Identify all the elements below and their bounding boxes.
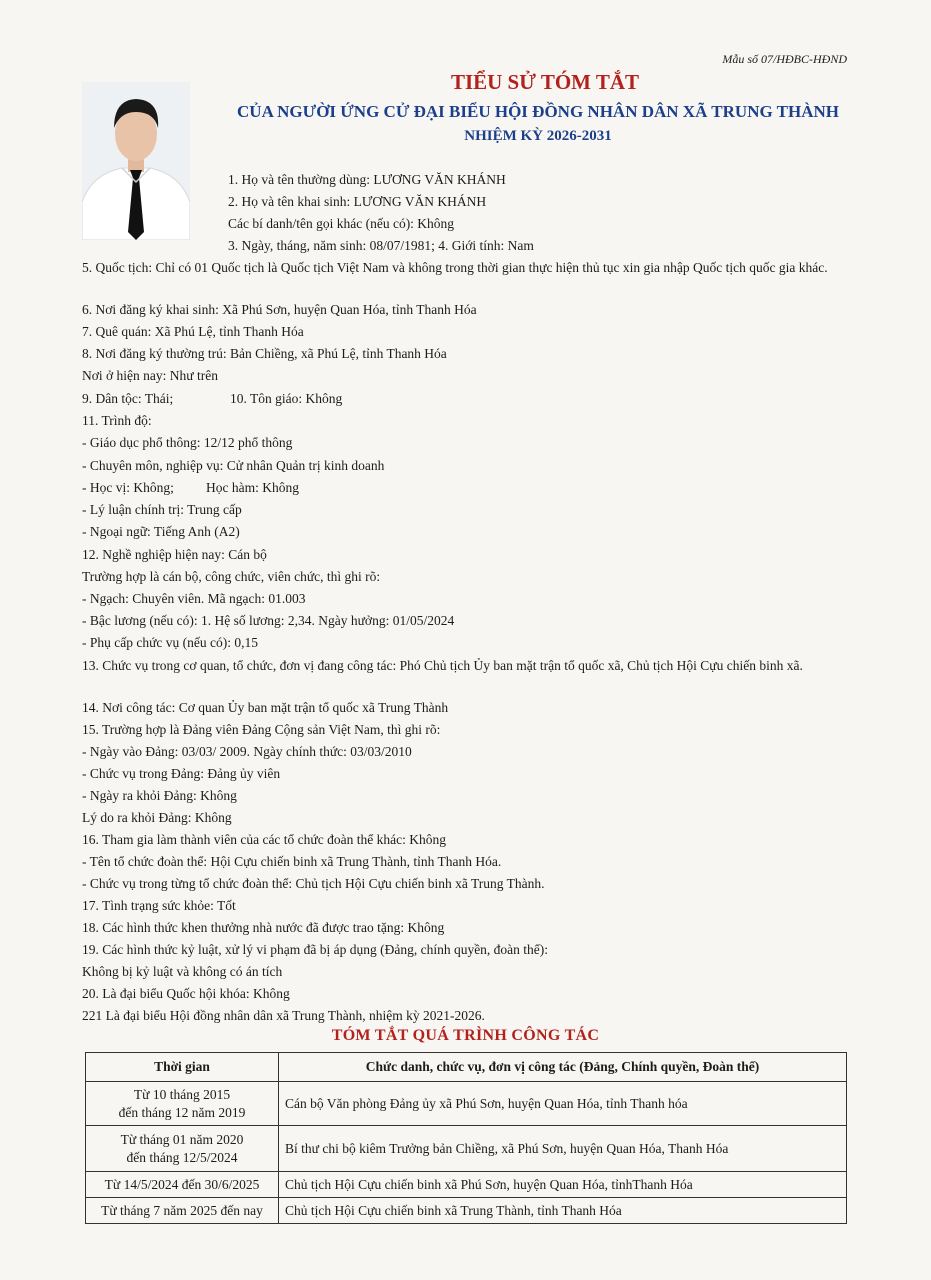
field-education-heading: 11. Trình độ: [82,413,152,428]
field-organization-position: - Chức vụ trong từng tổ chức đoàn thể: Chủ tịch Hội Cựu chiến binh xã Trung Thành. [82,876,545,891]
field-position: 13. Chức vụ trong cơ quan, tổ chức, đơn vị đang công tác: Phó Chủ tịch Ủy ban mặt trận tổ quốc xã, Chủ tịch Hội Cựu chiến binh xã. [82,658,803,673]
work-history-table [85,1052,847,1224]
field-common-name: 1. Họ và tên thường dùng: LƯƠNG VĂN KHÁNH [228,172,506,187]
field-rank: - Ngạch: Chuyên viên. Mã ngạch: 01.003 [82,591,306,606]
field-awards: 18. Các hình thức khen thưởng nhà nước đã được trao tặng: Không [82,920,445,935]
field-aliases: Các bí danh/tên gọi khác (nếu có): Không [228,216,455,231]
row-time [86,1126,279,1172]
table-row [86,1198,847,1224]
row-time-line: Từ 10 tháng 2015 [133,1086,231,1102]
field-discipline: 19. Các hình thức kỷ luật, xử lý vi phạm đã bị áp dụng (Đảng, chính quyền, đoàn thể): [82,942,549,957]
field-political-theory: - Lý luận chính trị: Trung cấp [82,502,242,517]
field-religion: 10. Tôn giáo: Không [230,391,343,406]
row-time-line: Từ tháng 7 năm 2025 đến nay [101,1202,263,1218]
document-title: TIỂU SỬ TÓM TẮT [450,70,640,94]
field-salary: - Bậc lương (nếu có): 1. Hệ số lương: 2,34. Ngày hưởng: 01/05/2024 [82,613,455,628]
field-health: 17. Tình trạng sức khỏe: Tốt [82,898,236,913]
table-row [86,1082,847,1126]
document-term: NHIỆM KỲ 2026-2031 [464,128,612,144]
field-party-member: 15. Trường hợp là Đảng viên Đảng Cộng sản Việt Nam, thì ghi rõ: [82,722,441,737]
row-time-line: Từ tháng 01 năm 2020 [120,1131,244,1147]
header-time: Thời gian [86,1053,279,1082]
field-nationality: 5. Quốc tịch: Chỉ có 01 Quốc tịch là Quốc tịch Việt Nam và không trong thời gian thực hiện thủ tục xin gia nhập Quốc tịch quốc gia khác. [82,260,828,275]
row-description: Chủ tịch Hội Cựu chiến binh xã Phú Sơn, huyện Quan Hóa, tỉnhThanh Hóa [279,1172,847,1198]
field-party-exit-reason: Lý do ra khỏi Đảng: Không [82,810,232,825]
field-hometown: 7. Quê quán: Xã Phú Lệ, tỉnh Thanh Hóa [82,324,304,339]
portrait-photo [82,82,190,240]
field-organizations: 16. Tham gia làm thành viên của các tổ chức đoàn thể khác: Không [82,832,446,847]
row-description: Chủ tịch Hội Cựu chiến binh xã Trung Thành, tỉnh Thanh Hóa [279,1198,847,1224]
table-header-row [86,1053,847,1082]
field-birth-name: 2. Họ và tên khai sinh: LƯƠNG VĂN KHÁNH [228,194,487,209]
field-general-education: - Giáo dục phổ thông: 12/12 phổ thông [82,435,293,450]
row-description: Cán bộ Văn phòng Đảng ủy xã Phú Sơn, huyện Quan Hóa, tỉnh Thanh hóa [279,1082,847,1126]
field-civil-servant-note: Trường hợp là cán bộ, công chức, viên chức, thì ghi rõ: [82,569,381,584]
row-time [86,1082,279,1126]
field-ethnicity: 9. Dân tộc: Thái; [82,391,174,406]
row-time-line: đến tháng 12/5/2024 [126,1149,238,1165]
field-party-position: - Chức vụ trong Đảng: Đảng ủy viên [82,766,281,781]
field-national-assembly: 20. Là đại biểu Quốc hội khóa: Không [82,986,290,1001]
row-time-line: Từ 14/5/2024 đến 30/6/2025 [104,1176,260,1192]
header-position: Chức danh, chức vụ, đơn vị công tác (Đảng, Chính quyền, Đoàn thể) [279,1053,847,1082]
field-allowance: - Phụ cấp chức vụ (nếu có): 0,15 [82,635,259,650]
field-birth-registration: 6. Nơi đăng ký khai sinh: Xã Phú Sơn, huyện Quan Hóa, tỉnh Thanh Hóa [82,302,477,317]
field-organization-name: - Tên tổ chức đoàn thể: Hội Cựu chiến binh xã Trung Thành, tỉnh Thanh Hóa. [82,854,502,869]
field-academic-title: Học hàm: Không [206,480,299,495]
field-permanent-residence: 8. Nơi đăng ký thường trú: Bản Chiềng, xã Phú Lệ, tỉnh Thanh Hóa [82,346,447,361]
field-workplace: 14. Nơi công tác: Cơ quan Ủy ban mặt trận tổ quốc xã Trung Thành [82,700,449,715]
row-time [86,1198,279,1224]
row-description: Bí thư chi bộ kiêm Trưởng bản Chiềng, xã Phú Sơn, huyện Quan Hóa, Thanh Hóa [279,1126,847,1172]
field-party-exit-date: - Ngày ra khỏi Đảng: Không [82,788,237,803]
document-subtitle: CỦA NGƯỜI ỨNG CỬ ĐẠI BIỂU HỘI ĐỒNG NHÂN DÂN XÃ TRUNG THÀNH [237,102,839,121]
person-portrait-icon [82,82,190,240]
field-occupation: 12. Nghề nghiệp hiện nay: Cán bộ [82,547,267,562]
work-history-title: TÓM TẮT QUÁ TRÌNH CÔNG TÁC [331,1027,600,1044]
field-party-dates: - Ngày vào Đảng: 03/03/ 2009. Ngày chính thức: 03/03/2010 [82,744,412,759]
field-foreign-language: - Ngoại ngữ: Tiếng Anh (A2) [82,524,240,539]
field-discipline-detail: Không bị kỷ luật và không có án tích [82,964,283,979]
form-number: Mẫu số 07/HĐBC-HĐND [722,52,847,66]
table-row [86,1126,847,1172]
table-row [86,1172,847,1198]
field-birthdate-gender: 3. Ngày, tháng, năm sinh: 08/07/1981; 4. Giới tính: Nam [228,238,534,253]
field-current-residence: Nơi ở hiện nay: Như trên [82,368,218,383]
field-council-delegate: 221 Là đại biểu Hội đồng nhân dân xã Trung Thành, nhiệm kỳ 2021-2026. [82,1008,485,1023]
field-specialty: - Chuyên môn, nghiệp vụ: Cử nhân Quản trị kinh doanh [82,458,385,473]
row-time [86,1172,279,1198]
row-time-line: đến tháng 12 năm 2019 [118,1104,246,1120]
field-degree: - Học vị: Không; [82,480,174,495]
